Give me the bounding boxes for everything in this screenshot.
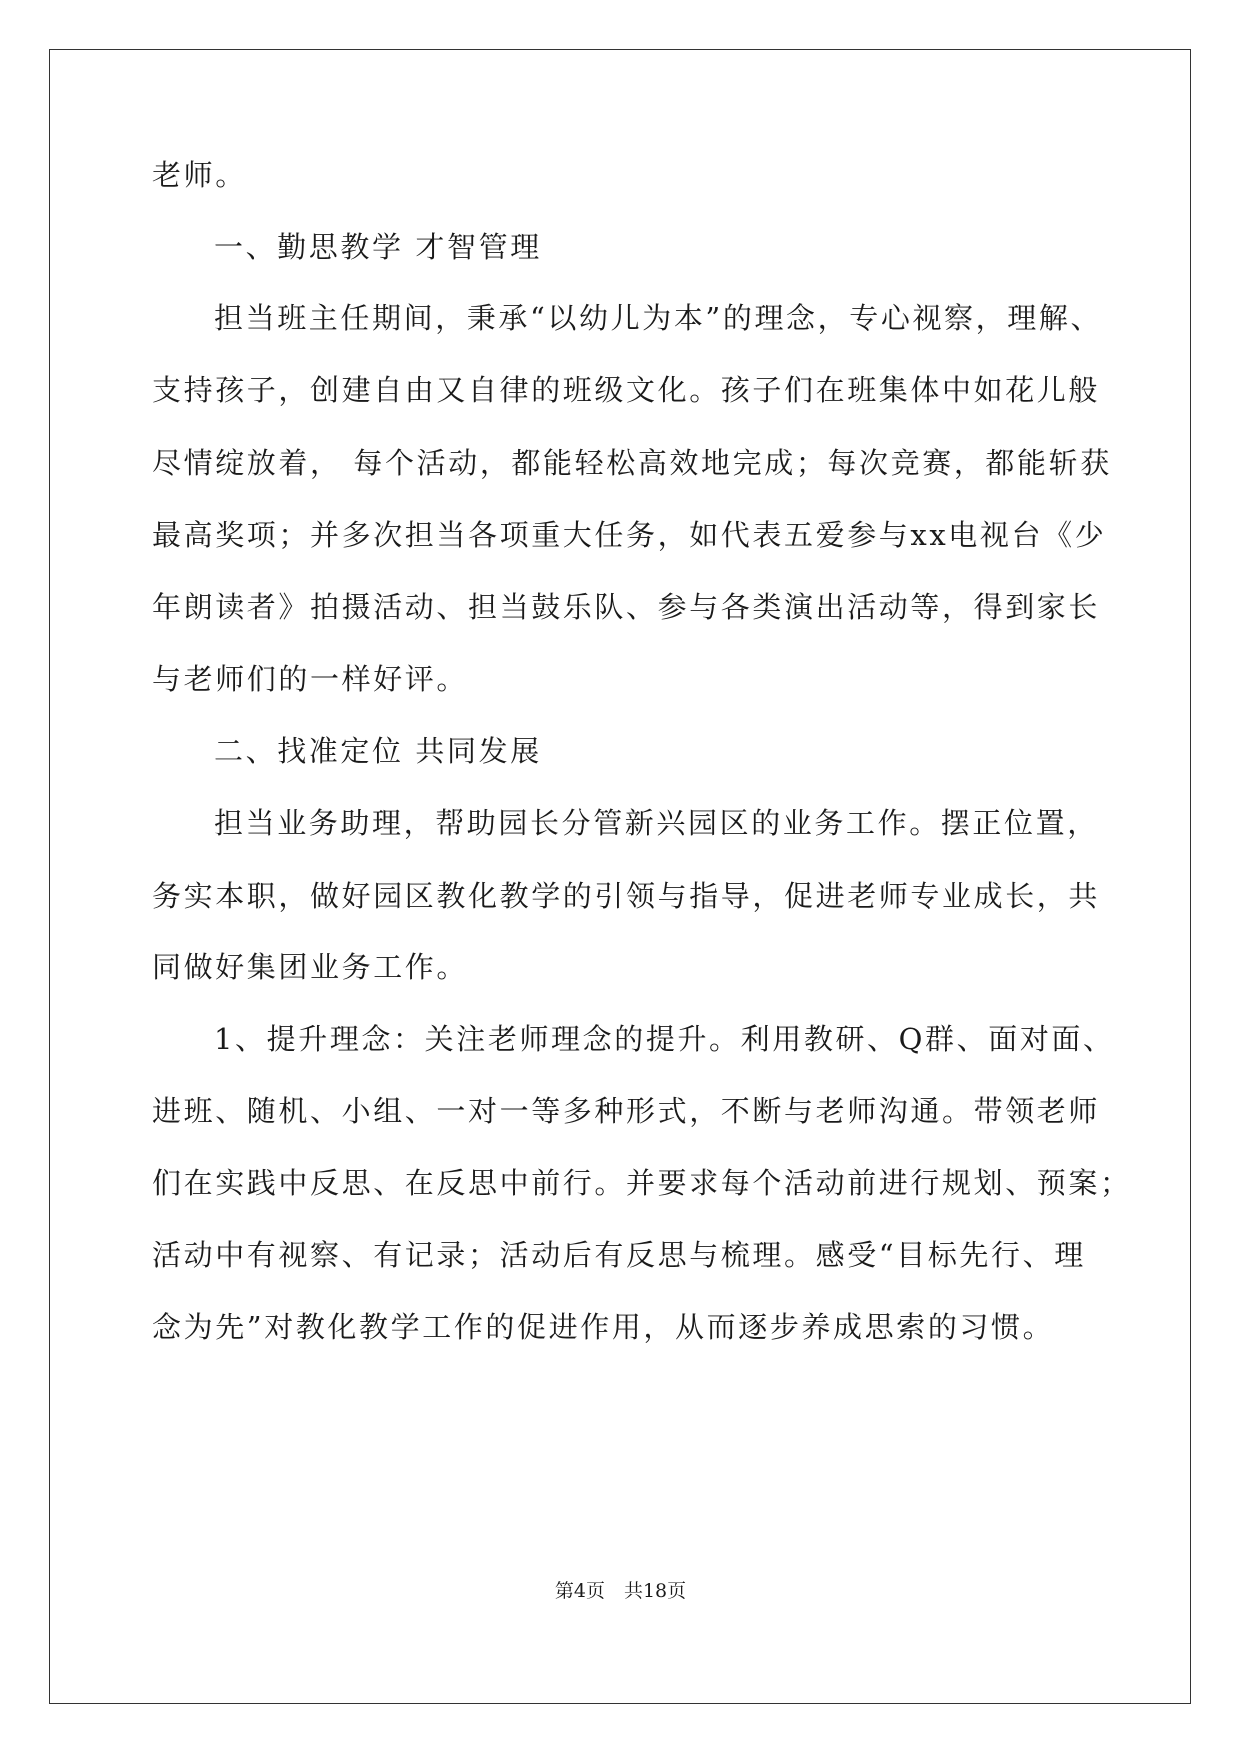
paragraph-line: 担当班主任期间，秉承“以幼儿为本”的理念，专心视察，理解、 xyxy=(214,301,1103,335)
paragraph-line: 与老师们的一样好评。 xyxy=(152,662,469,696)
section-heading: 一、勤思教学 才智管理 xyxy=(214,230,542,264)
section-heading: 二、找准定位 共同发展 xyxy=(214,734,542,768)
paragraph-line: 活动中有视察、有记录；活动后有反思与梳理。感受“目标先行、理 xyxy=(152,1238,1086,1272)
paragraph-line: 进班、随机、小组、一对一等多种形式，不断与老师沟通。带领老师 xyxy=(152,1094,1101,1128)
paragraph-line: 务实本职，做好园区教化教学的引领与指导，促进老师专业成长，共 xyxy=(152,879,1101,913)
paragraph-line: 同做好集团业务工作。 xyxy=(152,950,469,984)
paragraph-line: 念为先”对教化教学工作的促进作用，从而逐步养成思索的习惯。 xyxy=(152,1310,1055,1344)
page-number-footer: 第4页 共18页 xyxy=(554,1580,687,1602)
paragraph-line: 1、提升理念：关注老师理念的提升。利用教研、Q群、面对面、 xyxy=(214,1022,1115,1056)
paragraph-line: 担当业务助理，帮助园长分管新兴园区的业务工作。摆正位置， xyxy=(214,806,1099,840)
paragraph-line: 最高奖项；并多次担当各项重大任务，如代表五爱参与xx电视台《少 xyxy=(152,518,1107,552)
paragraph-line: 尽情绽放着， 每个活动，都能轻松高效地完成；每次竞赛，都能斩获 xyxy=(152,446,1112,480)
paragraph-line: 支持孩子，创建自由又自律的班级文化。孩子们在班集体中如花儿般 xyxy=(152,373,1101,407)
paragraph-line: 年朗读者》拍摄活动、担当鼓乐队、参与各类演出活动等，得到家长 xyxy=(152,590,1101,624)
paragraph-line: 们在实践中反思、在反思中前行。并要求每个活动前进行规划、预案； xyxy=(152,1166,1132,1200)
paragraph-line: 老师。 xyxy=(152,158,247,192)
